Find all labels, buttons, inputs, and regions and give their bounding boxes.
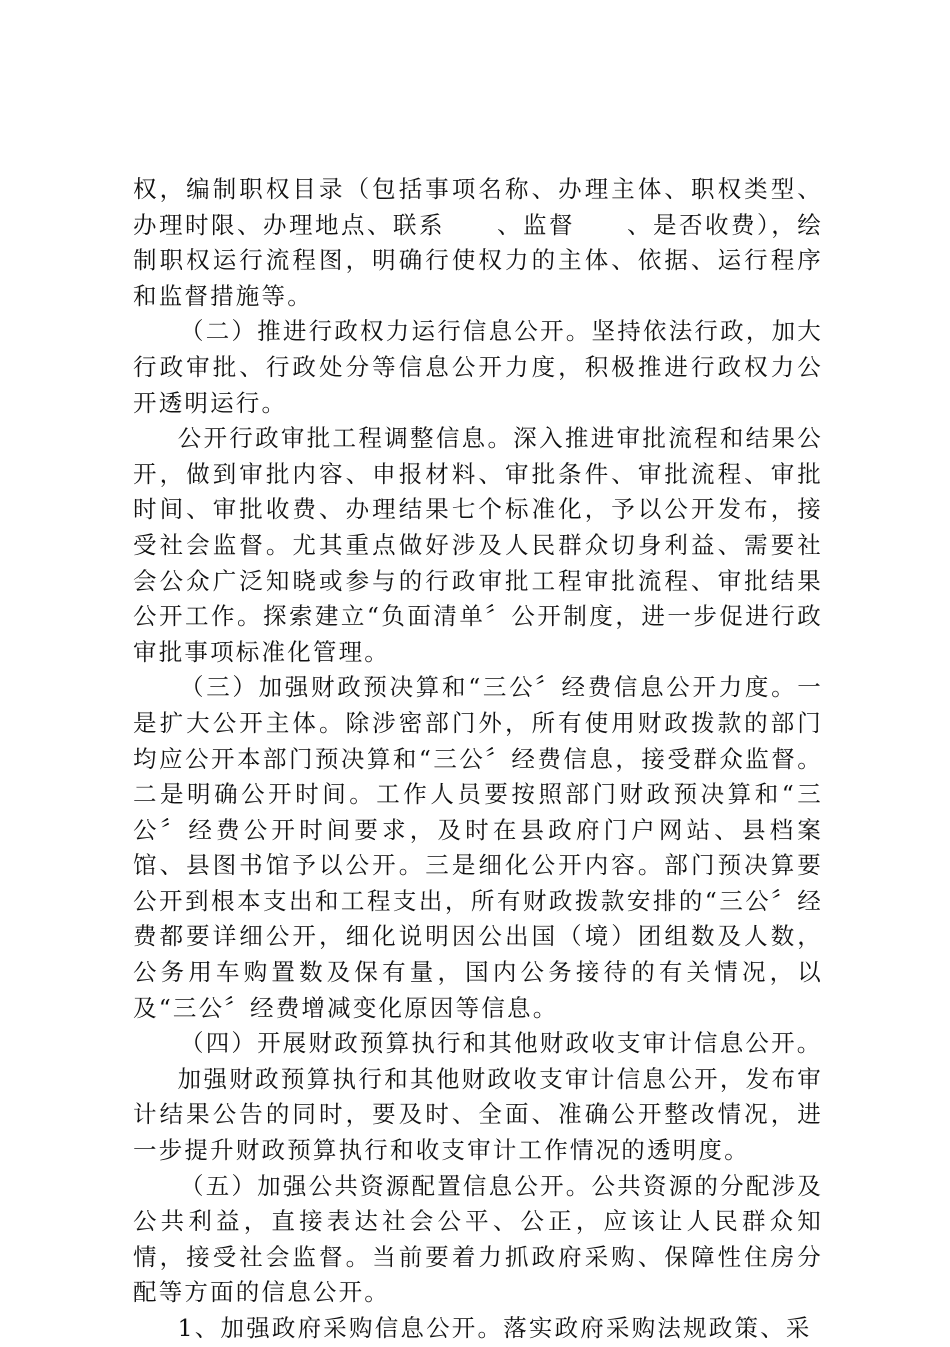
paragraph-section-4: （四）开展财政预算执行和其他财政收支审计信息公开。 <box>180 1029 823 1058</box>
paragraph-section-5: （五）加强公共资源配置信息公开。公共资源的分配涉及公共利益，直接表达社会公平、公正，应该让人民群众知情，接受社会监督。当前要着力抓政府采购、保障性住房分配等方面的信息公开。 <box>133 1171 823 1307</box>
paragraph-section-2: （二）推进行政权力运行信息公开。坚持依法行政，加大行政审批、行政处分等信息公开力度，积极推进行政权力公开透明运行。 <box>133 317 823 417</box>
paragraph-audit-info: 加强财政预算执行和其他财政收支审计信息公开，发布审计结果公告的同时，要及时、全面、准确公开整改情况，进一步提升财政预算执行和收支审计工作情况的透明度。 <box>133 1064 823 1165</box>
paragraph-section-3: （三）加强财政预决算和“三公〞经费信息公开力度。一是扩大公开主体。除涉密部门外，所有使用财政拨款的部门均应公开本部门预决算和“三公〞经费信息，接受群众监督。二是明确公开时间。工作人员要按照部门财政预决算和“三公〞经费公开时间要求，及时在县政府门户网站、县档案馆、县图书馆予以公开。三是细化公开内容。部门预决算要公开到根本支出和工程支出，所有财政拨款安排的“三公〞经费都要详细公开，细化说明因公出国（境）团组数及人数，公务用车购置数及保有量，国内公务接待的有关情况，以及“三公〞经费增减变化原因等信息。 <box>133 673 823 1022</box>
paragraph-approval-info: 公开行政审批工程调整信息。深入推进审批流程和结果公开，做到审批内容、申报材料、审批条件、审批流程、审批时间、审批收费、办理结果七个标准化，予以公开发布，接受社会监督。尤其重点做好涉及人民群众切身利益、需要社会公众广泛知晓或参与的行政审批工程审批流程、审批结果公开工作。探索建立“负面清单〞公开制度，进一步促进行政审批事项标准化管理。 <box>133 424 823 666</box>
paragraph-item-1: 1、加强政府采购信息公开。落实政府采购法规政策、采 <box>177 1314 812 1342</box>
paragraph-continuation: 权，编制职权目录（包括事项名称、办理主体、职权类型、办理时限、办理地点、联系 、监督 、是否收费），绘制职权运行流程图，明确行使权力的主体、依据、运行程序和监督措施等。 <box>133 175 823 310</box>
document-body <box>133 172 823 1347</box>
